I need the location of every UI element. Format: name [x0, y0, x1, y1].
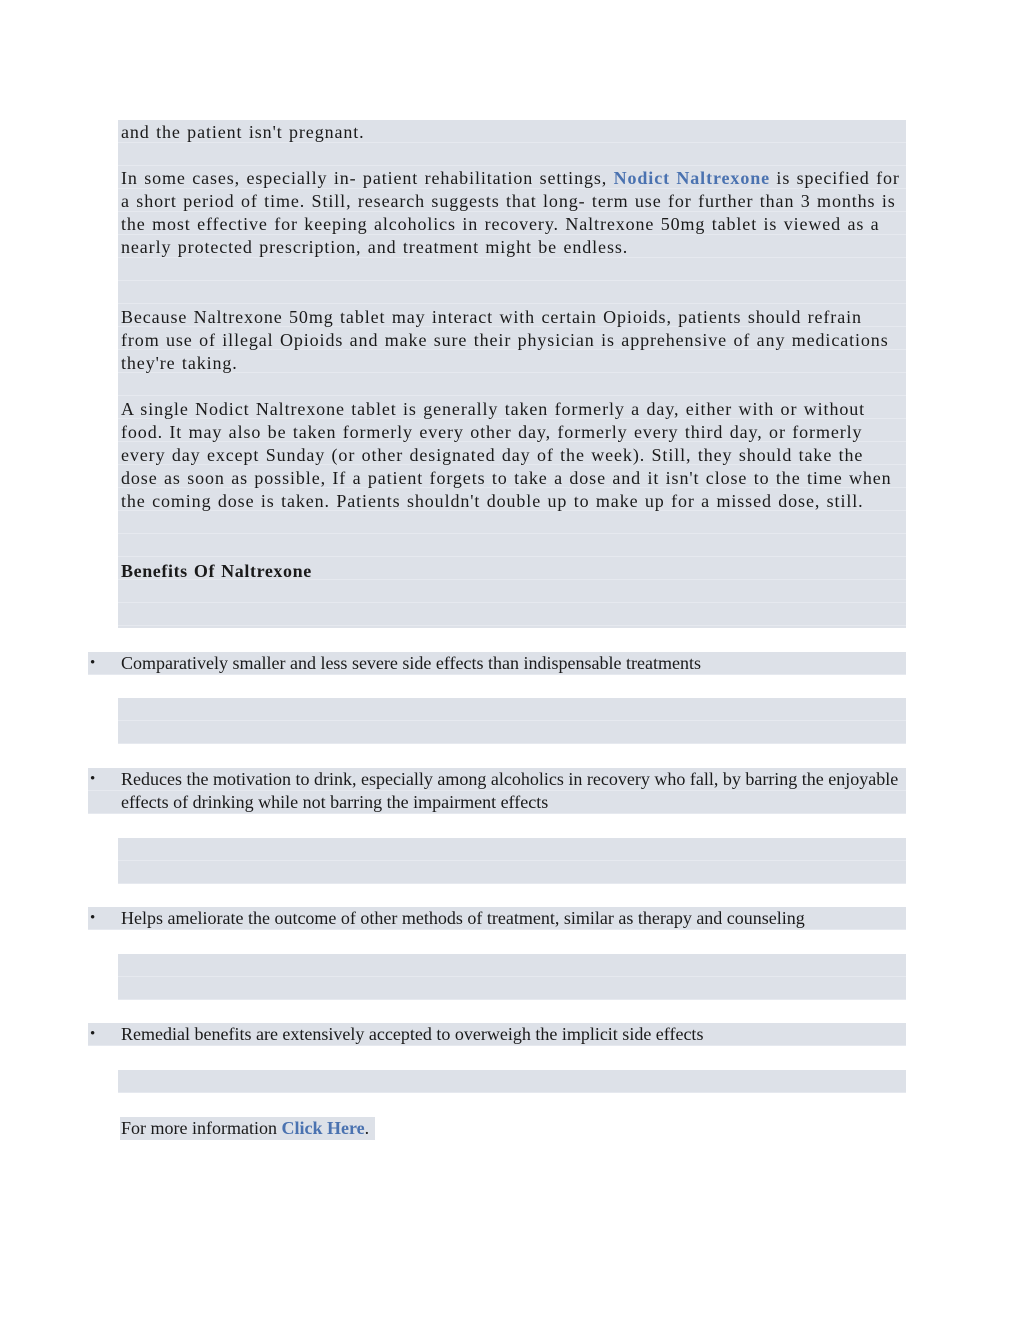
- bullet-marker: •: [90, 771, 96, 787]
- paragraph-dosage: A single Nodict Naltrexone tablet is generally taken formerly a day, either with or without food. It may also be taken formerly every other day, formerly every third day, or formerly every day except Sunday (or other designated day of the week). Still, they should take the dose as soon as possible, If a patient forgets to take a dose and it isn't close to the time when the coming dose is taken. Patients shouldn't double up to make up for a missed dose, still.: [121, 399, 892, 511]
- bullet-marker: •: [90, 1026, 96, 1042]
- bullet-item-side-effects: Comparatively smaller and less severe side effects than indispensable treatments: [121, 653, 701, 673]
- highlight-band-gap-4: [118, 1070, 906, 1093]
- more-information-line: [120, 1117, 375, 1140]
- bullet-item-treatment-outcome: Helps ameliorate the outcome of other methods of treatment, similar as therapy and counseling: [121, 908, 805, 928]
- highlight-band-gap-3: [118, 954, 906, 1000]
- highlight-band-gap-1: [118, 698, 906, 744]
- highlight-band-gap-2: [118, 838, 906, 884]
- paragraph-pregnancy-note: and the patient isn't pregnant.: [121, 122, 365, 142]
- paragraph-text: In some cases, especially in- patient rehabilitation settings,: [121, 168, 614, 188]
- click-here-link[interactable]: Click Here: [281, 1118, 365, 1138]
- more-information-prefix: For more information: [121, 1118, 282, 1138]
- bullet-marker: •: [90, 655, 96, 671]
- bullet-item-motivation: Reduces the motivation to drink, especially among alcoholics in recovery who fall, by barring the enjoyable effects of drinking while not barring the impairment effects: [121, 769, 899, 812]
- paragraph-treatment-duration: [121, 167, 903, 259]
- bullet-item-remedial-benefits: Remedial benefits are extensively accepted to overweigh the implicit side effects: [121, 1024, 704, 1044]
- nodict-naltrexone-link[interactable]: Nodict Naltrexone: [613, 168, 771, 188]
- section-heading-benefits: Benefits Of Naltrexone: [121, 561, 312, 581]
- paragraph-text: is specified for a short period of time. Still, research suggests that long- term use for further than 3 months is the most effective for keeping alcoholics in recovery. Naltrexone 50mg tablet is viewed as a nearly protected prescription, and treatment might be endless.: [121, 168, 900, 257]
- bullet-marker: •: [90, 910, 96, 926]
- more-information-suffix: .: [364, 1118, 370, 1138]
- paragraph-opioid-interaction: Because Naltrexone 50mg tablet may interact with certain Opioids, patients should refrain from use of illegal Opioids and make sure their physician is apprehensive of any medications they're taking.: [121, 307, 889, 373]
